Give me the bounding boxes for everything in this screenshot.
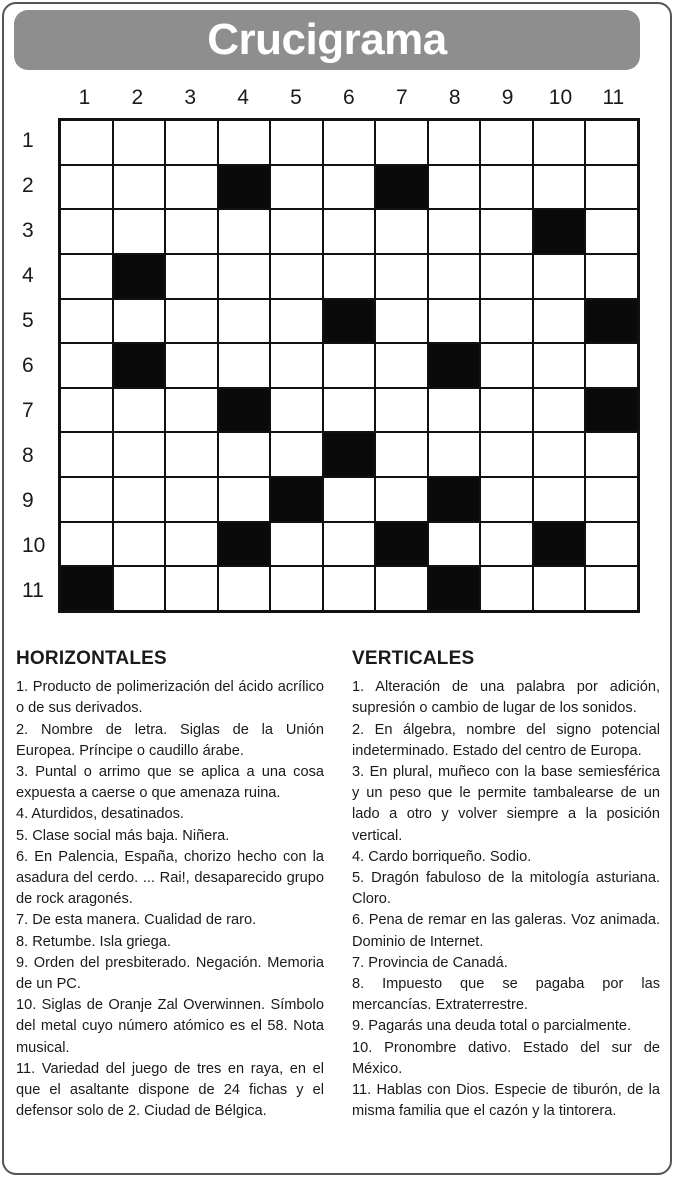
grid-cell[interactable] [480,165,533,210]
grid-cell[interactable] [270,343,323,388]
title-banner [14,10,640,70]
grid-cell[interactable] [533,432,586,477]
clue-item: 3. Puntal o arrimo que se aplica a una cosa expuesta a caerse o que amenaza ruina. [16,764,324,802]
grid-cell[interactable] [480,566,533,611]
black-cell [533,522,586,567]
grid-cell[interactable] [60,388,113,433]
grid-cell[interactable] [533,388,586,433]
grid-cell[interactable] [165,388,218,433]
black-cell [375,165,428,210]
row-number: 2 [22,174,34,197]
grid-cell[interactable] [323,209,376,254]
grid-cell[interactable] [270,254,323,299]
grid-cell[interactable] [218,566,271,611]
grid-cell[interactable] [428,388,481,433]
clue-item: 7. Provincia de Canadá. [352,954,508,971]
grid-cell[interactable] [113,388,166,433]
grid-cell[interactable] [218,343,271,388]
black-cell [323,432,376,477]
grid-cell[interactable] [165,343,218,388]
black-cell [218,522,271,567]
crossword-grid [58,118,640,613]
grid-cell[interactable] [165,120,218,165]
grid-cell[interactable] [585,209,638,254]
grid-cell[interactable] [165,477,218,522]
clue-item: 8. Impuesto que se pagaba por las mercancías. Extraterrestre. [352,976,660,1014]
clue-item: 8. Retumbe. Isla griega. [16,933,171,950]
horizontales-list [16,677,324,1122]
grid-cell[interactable] [218,432,271,477]
grid-cell[interactable] [165,165,218,210]
clue-item: 10. Pronombre dativo. Estado del sur de México. [352,1039,660,1077]
column-number: 4 [237,86,249,109]
grid-cell[interactable] [218,120,271,165]
column-number: 10 [548,86,573,109]
grid-cell[interactable] [480,388,533,433]
grid-cell[interactable] [60,432,113,477]
clue-item: 2. Nombre de letra. Siglas de la Unión Europea. Príncipe o caudillo árabe. [16,721,324,759]
row-number: 3 [22,219,34,242]
grid-cell[interactable] [428,522,481,567]
row-number: 9 [22,489,34,512]
clue-item: 7. De esta manera. Cualidad de raro. [16,912,257,929]
grid-cell[interactable] [428,120,481,165]
black-cell [428,477,481,522]
grid-cell[interactable] [375,477,428,522]
clue-item: 11. Hablas con Dios. Especie de tiburón, de la misma familia que el cazón y la tintorera. [352,1082,660,1120]
clue-item: 1. Producto de polimerización del ácido acrílico o de sus derivados. [16,679,324,717]
grid-cell[interactable] [270,120,323,165]
grid-cell[interactable] [323,165,376,210]
grid-cell[interactable] [533,477,586,522]
grid-cell[interactable] [323,120,376,165]
grid-cell[interactable] [270,388,323,433]
grid-cell[interactable] [165,566,218,611]
grid-cell[interactable] [113,522,166,567]
row-number: 6 [22,354,34,377]
column-number: 11 [602,86,625,109]
grid-cell[interactable] [480,522,533,567]
grid-cell[interactable] [585,343,638,388]
row-number: 8 [22,444,34,467]
grid-cell[interactable] [585,165,638,210]
clue-item: 4. Cardo borriqueño. Sodio. [352,848,532,865]
row-number: 4 [22,264,34,287]
grid-cell[interactable] [375,343,428,388]
grid-cell[interactable] [480,477,533,522]
grid-cell[interactable] [60,254,113,299]
grid-cell[interactable] [270,566,323,611]
row-number: 5 [22,309,34,332]
grid-cell[interactable] [375,388,428,433]
grid-cell[interactable] [533,299,586,344]
grid-cell[interactable] [585,120,638,165]
clue-item: 3. En plural, muñeco con la base semiesférica y un peso que le permite tambalearse de un lado a otro y volver siempre a la posición vertical. [352,764,660,844]
clue-item: 10. Siglas de Oranje Zal Overwinnen. Símbolo del metal cuyo número atómico es el 58. Nota musical. [16,997,324,1056]
grid-cell[interactable] [480,432,533,477]
black-cell [428,566,481,611]
grid-cell[interactable] [323,254,376,299]
grid-cell[interactable] [218,209,271,254]
grid-cell[interactable] [165,209,218,254]
grid-cell[interactable] [60,299,113,344]
grid-cell[interactable] [585,254,638,299]
grid-cell[interactable] [60,120,113,165]
black-cell [218,165,271,210]
black-cell [218,388,271,433]
grid-cell[interactable] [533,120,586,165]
clue-item: 5. Dragón fabuloso de la mitología asturiana. Cloro. [352,870,660,908]
black-cell [533,209,586,254]
grid-cell[interactable] [323,522,376,567]
grid-cell[interactable] [585,432,638,477]
column-number: 5 [290,86,302,109]
grid-cell[interactable] [480,209,533,254]
clue-item: 4. Aturdidos, desatinados. [16,806,184,823]
grid-cell[interactable] [375,566,428,611]
grid-cell[interactable] [428,299,481,344]
grid-cell[interactable] [165,254,218,299]
grid-cell[interactable] [218,477,271,522]
black-cell [270,477,323,522]
grid-cell[interactable] [375,209,428,254]
black-cell [113,254,166,299]
grid-cell[interactable] [113,477,166,522]
clue-item: 9. Pagarás una deuda total o parcialmente. [352,1018,632,1035]
page-title: Crucigrama [207,15,447,64]
grid-cell[interactable] [60,522,113,567]
verticales-heading: VERTICALES [352,648,475,669]
grid-cell[interactable] [480,254,533,299]
grid-cell[interactable] [165,299,218,344]
grid-cell[interactable] [60,209,113,254]
grid-cell[interactable] [218,254,271,299]
column-numbers [58,86,640,110]
horizontales-heading: HORIZONTALES [16,648,167,669]
column-number: 6 [343,86,355,109]
row-number: 1 [22,129,34,152]
grid-cell[interactable] [270,432,323,477]
grid-cell[interactable] [585,477,638,522]
grid-cell[interactable] [480,343,533,388]
grid-cell[interactable] [113,165,166,210]
column-number: 3 [184,86,197,109]
clue-item: 1. Alteración de una palabra por adición, supresión o cambio de lugar de los sonidos. [352,679,660,717]
grid-cell[interactable] [270,209,323,254]
grid-cell[interactable] [480,120,533,165]
clue-item: 2. En álgebra, nombre del signo potencial indeterminado. Estado del centro de Europa. [352,721,660,759]
grid-cell[interactable] [585,522,638,567]
row-number: 11 [22,579,44,602]
grid-cell[interactable] [113,299,166,344]
grid-cell[interactable] [165,522,218,567]
grid-cell[interactable] [270,165,323,210]
grid-cell[interactable] [533,566,586,611]
grid-cell[interactable] [428,165,481,210]
column-number: 1 [78,86,91,109]
grid-cell[interactable] [323,388,376,433]
column-number: 2 [131,86,144,109]
grid-cell[interactable] [585,566,638,611]
grid-cell[interactable] [533,343,586,388]
grid-cell[interactable] [480,299,533,344]
grid-cell[interactable] [270,522,323,567]
grid-cell[interactable] [113,566,166,611]
grid-cell[interactable] [375,254,428,299]
horizontales-section [16,648,324,1122]
grid-cell[interactable] [375,120,428,165]
black-cell [585,388,638,433]
grid-cell[interactable] [375,299,428,344]
grid-cell[interactable] [218,299,271,344]
clue-item: 6. En Palencia, España, chorizo hecho con la asadura del cerdo. ... Rai!, desaparecido grupo de rock aragonés. [16,848,324,908]
grid-cell[interactable] [428,432,481,477]
grid-cell[interactable] [165,432,218,477]
clue-item: 6. Pena de remar en las galeras. Voz animada. Dominio de Internet. [352,912,660,950]
verticales-section [352,648,660,1122]
clue-item: 11. Variedad del juego de tres en raya, en el que el asaltante dispone de 24 fichas y el defensor solo de 2. Ciudad de Bélgica. [16,1060,324,1120]
row-number: 7 [22,399,34,422]
grid-cell[interactable] [428,209,481,254]
row-number: 10 [22,534,46,557]
grid-cell[interactable] [60,343,113,388]
verticales-list [352,677,660,1122]
grid-cell[interactable] [323,566,376,611]
grid-cell[interactable] [113,120,166,165]
grid-cell[interactable] [323,343,376,388]
grid-cell[interactable] [375,432,428,477]
grid-cell[interactable] [533,254,586,299]
column-number: 7 [395,86,408,109]
grid-cell[interactable] [113,432,166,477]
grid-cell[interactable] [270,299,323,344]
black-cell [323,299,376,344]
black-cell [113,343,166,388]
black-cell [428,343,481,388]
row-numbers [14,118,54,613]
clue-item: 5. Clase social más baja. Niñera. [16,827,230,844]
black-cell [585,299,638,344]
black-cell [375,522,428,567]
grid-cell[interactable] [60,165,113,210]
column-number: 8 [448,86,461,109]
clue-item: 9. Orden del presbiterado. Negación. Memoria de un PC. [16,954,324,993]
black-cell [60,566,113,611]
grid-cell[interactable] [323,477,376,522]
grid-cell[interactable] [428,254,481,299]
grid-cell[interactable] [533,165,586,210]
grid-cell[interactable] [113,209,166,254]
grid-cell[interactable] [60,477,113,522]
column-number: 9 [501,86,514,109]
